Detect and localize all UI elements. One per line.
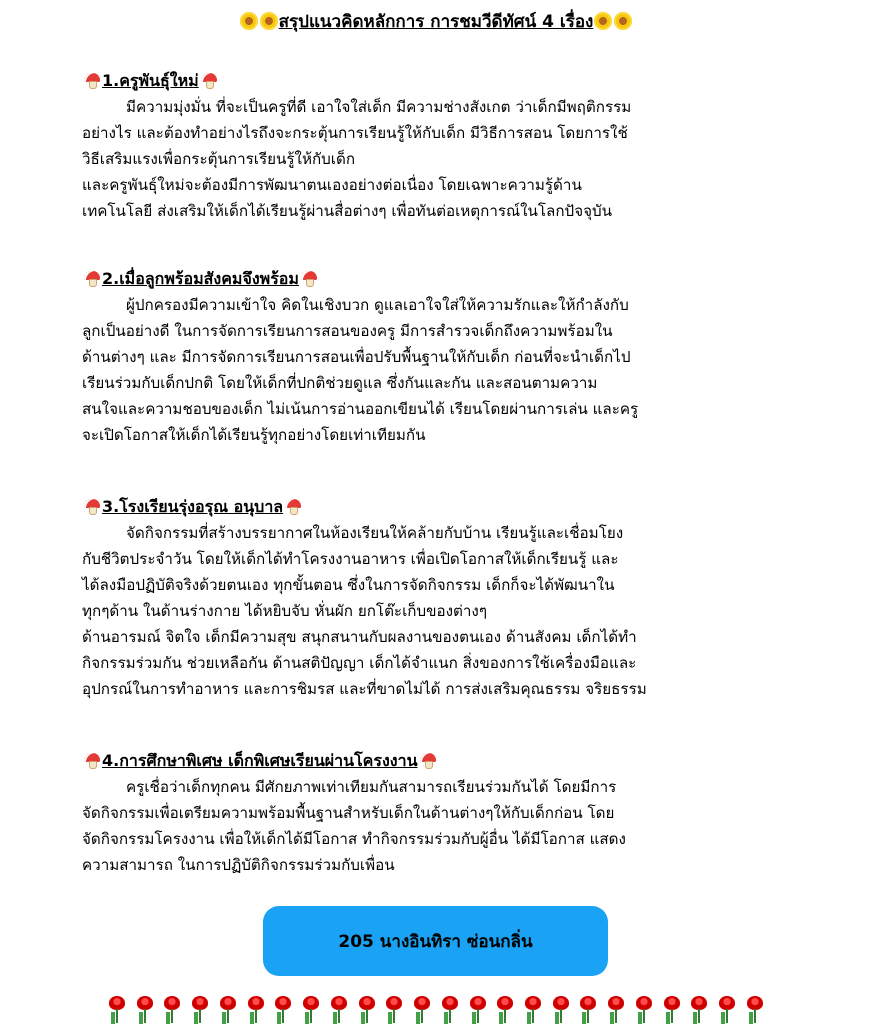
rose-icon: [661, 996, 683, 1024]
rose-border: [106, 996, 766, 1024]
rose-icon: [300, 996, 322, 1024]
rose-icon: [633, 996, 655, 1024]
rose-icon: [744, 996, 766, 1024]
paragraph-line: จัดกิจกรรมโครงงาน เพื่อให้เด็กได้มีโอกาส ทำกิจกรรมร่วมกับผู้อื่น ได้มีโอกาส แสดง: [82, 830, 626, 848]
section-3: [82, 494, 802, 702]
rose-icon: [439, 996, 461, 1024]
paragraph-line: สนใจและความชอบของเด็ก ไม่เน้นการอ่านออกเขียนได้ เรียนโดยผ่านการเล่น และครู: [82, 400, 639, 418]
rose-icon: [688, 996, 710, 1024]
mushroom-icon: [420, 752, 436, 768]
mushroom-icon: [201, 72, 217, 88]
mushroom-icon: [285, 498, 301, 514]
section-heading-text: 4.การศึกษาพิเศษ เด็กพิเศษเรียนผ่านโครงงาน: [102, 751, 418, 770]
section-heading: [82, 266, 802, 292]
section-paragraph: [82, 774, 802, 878]
paragraph-line: กิจกรรมร่วมกัน ช่วยเหลือกัน ด้านสติปัญญา เด็กได้จำแนก สิ่งของการใช้เครื่องมือและ: [82, 654, 637, 672]
paragraph-line: และครูพันธุ์ใหม่จะต้องมีการพัฒนาตนเองอย่างต่อเนื่อง โดยเฉพาะความรู้ด้าน: [82, 176, 582, 194]
paragraph-line: ลูกเป็นอย่างดี ในการจัดการเรียนการสอนของครู มีการสำรวจเด็กถึงความพร้อมใน: [82, 322, 613, 340]
paragraph-line: เรียนร่วมกับเด็กปกติ โดยให้เด็กที่ปกติช่วยดูแล ซึ่งกันและกัน และสอนตามความ: [82, 374, 598, 392]
section-heading: [82, 68, 802, 94]
section-heading-text: 2.เมื่อลูกพร้อมสังคมจึงพร้อม: [102, 269, 299, 288]
paragraph-line: ทุกๆด้าน ในด้านร่างกาย ได้หยิบจับ หั่นผัก ยกโต๊ะเก็บของต่างๆ: [82, 602, 488, 620]
sunflower-icon: [260, 12, 278, 30]
paragraph-line: กับชีวิตประจำวัน โดยให้เด็กได้ทำโครงงานอาหาร เพื่อเปิดโอกาสให้เด็กเรียนรู้ และ: [82, 550, 619, 568]
rose-icon: [328, 996, 350, 1024]
section-paragraph: [82, 292, 802, 448]
rose-icon: [134, 996, 156, 1024]
paragraph-line: ด้านอารมณ์ จิตใจ เด็กมีความสุข สนุกสนานกับผลงานของตนเอง ด้านสังคม เด็กได้ทำ: [82, 628, 637, 646]
section-2: [82, 266, 802, 448]
rose-icon: [272, 996, 294, 1024]
rose-icon: [411, 996, 433, 1024]
rose-icon: [245, 996, 267, 1024]
rose-icon: [494, 996, 516, 1024]
paragraph-line: จะเปิดโอกาสให้เด็กได้เรียนรู้ทุกอย่างโดยเท่าเทียมกัน: [82, 426, 426, 444]
section-1: [82, 68, 802, 224]
rose-icon: [605, 996, 627, 1024]
section-4: [82, 748, 802, 878]
section-heading: [82, 748, 802, 774]
paragraph-line: ด้านต่างๆ และ มีการจัดการเรียนการสอนเพื่อปรับพื้นฐานให้กับเด็ก ก่อนที่จะนำเด็กไป: [82, 348, 631, 366]
mushroom-icon: [84, 752, 100, 768]
author-name: 205 นางอินทิรา ซ่อนกลิ่น: [338, 931, 533, 952]
paragraph-line: วิธีเสริมแรงเพื่อกระตุ้นการเรียนรู้ให้กับเด็ก: [82, 150, 356, 168]
section-heading: [82, 494, 802, 520]
paragraph-line: จัดกิจกรรมเพื่อเตรียมความพร้อมพื้นฐานสำหรับเด็กในด้านต่างๆให้กับเด็กก่อน โดย: [82, 804, 615, 822]
mushroom-icon: [301, 270, 317, 286]
rose-icon: [217, 996, 239, 1024]
mushroom-icon: [84, 72, 100, 88]
title-text: สรุปแนวคิดหลักการ การชมวีดีทัศน์ 4 เรื่อง: [278, 12, 594, 32]
paragraph-line: ความสามารถ ในการปฏิบัติกิจกรรมร่วมกับเพื่อน: [82, 856, 395, 874]
rose-icon: [383, 996, 405, 1024]
mushroom-icon: [84, 498, 100, 514]
paragraph-line: ครูเชื่อว่าเด็กทุกคน มีศักยภาพเท่าเทียมกันสามารถเรียนร่วมกันได้ โดยมีการ: [126, 778, 617, 796]
rose-icon: [356, 996, 378, 1024]
paragraph-line: เทคโนโลยี ส่งเสริมให้เด็กได้เรียนรู้ผ่านสื่อต่างๆ เพื่อทันต่อเหตุการณ์ในโลกปัจจุบัน: [82, 202, 613, 220]
paragraph-line: จัดกิจกรรมที่สร้างบรรยากาศในห้องเรียนให้คล้ายกับบ้าน เรียนรู้และเชื่อมโยง: [126, 524, 624, 542]
section-paragraph: [82, 94, 802, 224]
mushroom-icon: [84, 270, 100, 286]
rose-icon: [550, 996, 572, 1024]
rose-icon: [577, 996, 599, 1024]
paragraph-line: ผู้ปกครองมีความเข้าใจ คิดในเชิงบวก ดูแลเอาใจใส่ให้ความรักและให้กำลังกับ: [126, 296, 629, 314]
rose-icon: [161, 996, 183, 1024]
section-heading-text: 3.โรงเรียนรุ่งอรุณ อนุบาล: [102, 497, 284, 516]
sunflower-icon: [240, 12, 258, 30]
sunflower-icon: [594, 12, 612, 30]
rose-icon: [467, 996, 489, 1024]
section-heading-text: 1.ครูพันธุ์ใหม่: [102, 71, 199, 90]
rose-icon: [522, 996, 544, 1024]
sunflower-icon: [614, 12, 632, 30]
rose-icon: [716, 996, 738, 1024]
paragraph-line: มีความมุ่งมั่น ที่จะเป็นครูที่ดี เอาใจใส่เด็ก มีความช่างสังเกต ว่าเด็กมีพฤติกรรม: [126, 98, 632, 116]
page-title: [0, 8, 872, 36]
author-name-box: [263, 906, 608, 976]
paragraph-line: อุปกรณ์ในการทำอาหาร และการชิมรส และที่ขาดไม่ได้ การส่งเสริมคุณธรรม จริยธรรม: [82, 680, 647, 698]
section-paragraph: [82, 520, 802, 702]
paragraph-line: อย่างไร และต้องทำอย่างไรถึงจะกระตุ้นการเรียนรู้ให้กับเด็ก มีวิธีการสอน โดยการใช้: [82, 124, 628, 142]
rose-icon: [106, 996, 128, 1024]
paragraph-line: ได้ลงมือปฏิบัติจริงด้วยตนเอง ทุกขั้นตอน ซึ่งในการจัดกิจกรรม เด็กก็จะได้พัฒนาใน: [82, 576, 615, 594]
rose-icon: [189, 996, 211, 1024]
